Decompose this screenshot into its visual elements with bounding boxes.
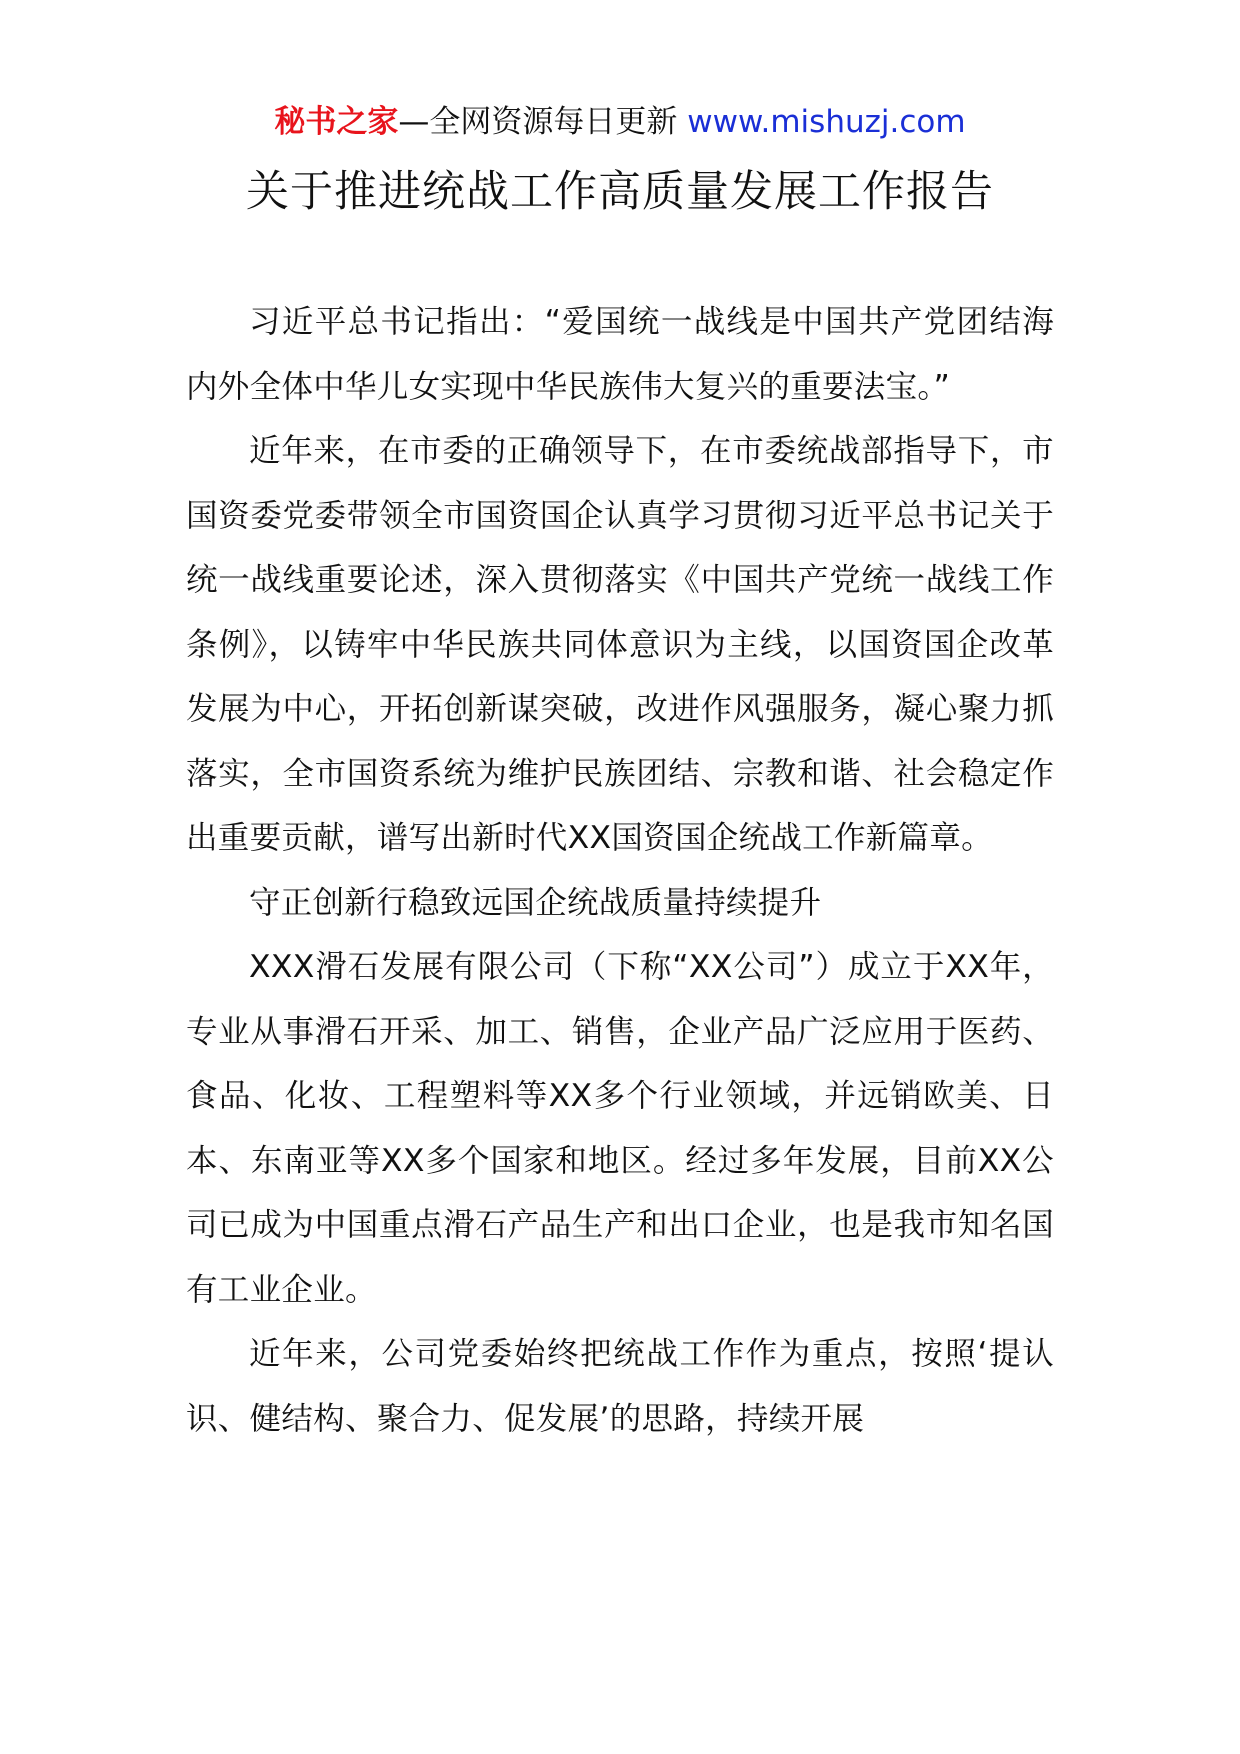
paragraph-company-intro: XXX滑石发展有限公司（下称“XX公司”）成立于XX年，专业从事滑石开采、加工、销售，企业产品广泛应用于医药、食品、化妆、工程塑料等XX多个行业领域，并远销欧美、日本、东南亚等XX多个国家和地区。经过多年发展，目前XX公司已成为中国重点滑石产品生产和出口企业，也是我市知名国有工业企业。 — [186, 949, 1054, 1308]
paragraph-recent-work: 近年来，公司党委始终把统战工作作为重点，按照‘提认识、健结构、聚合力、促发展’的思路，持续开展 — [186, 1336, 1054, 1437]
document-body — [186, 290, 1054, 1451]
paragraph-quote: 习近平总书记指出：“爱国统一战线是中国共产党团结海内外全体中华儿女实现中华民族伟大复兴的重要法宝。” — [186, 304, 1054, 405]
brand-name: 秘书之家 — [274, 104, 399, 140]
section-heading: 守正创新行稳致远国企统战质量持续提升 — [249, 884, 822, 921]
paragraph-overview: 近年来，在市委的正确领导下，在市委统战部指导下，市国资委党委带领全市国资国企认真学习贯彻习近平总书记关于统一战线重要论述，深入贯彻落实《中国共产党统一战线工作条例》，以铸牢中华民族共同体意识为主线，以国资国企改革发展为中心，开拓创新谋突破，改进作风强服务，凝心聚力抓落实，全市国资系统为维护民族团结、宗教和谐、社会稳定作出重要贡献，谱写出新时代XX国资国企统战工作新篇章。 — [186, 433, 1054, 856]
site-url-link[interactable]: www.mishuzj.com — [687, 104, 966, 140]
header-tagline: —全网资源每日更新 — [398, 104, 678, 140]
document-title: 关于推进统战工作高质量发展工作报告 — [246, 167, 994, 217]
site-header — [0, 100, 1240, 144]
